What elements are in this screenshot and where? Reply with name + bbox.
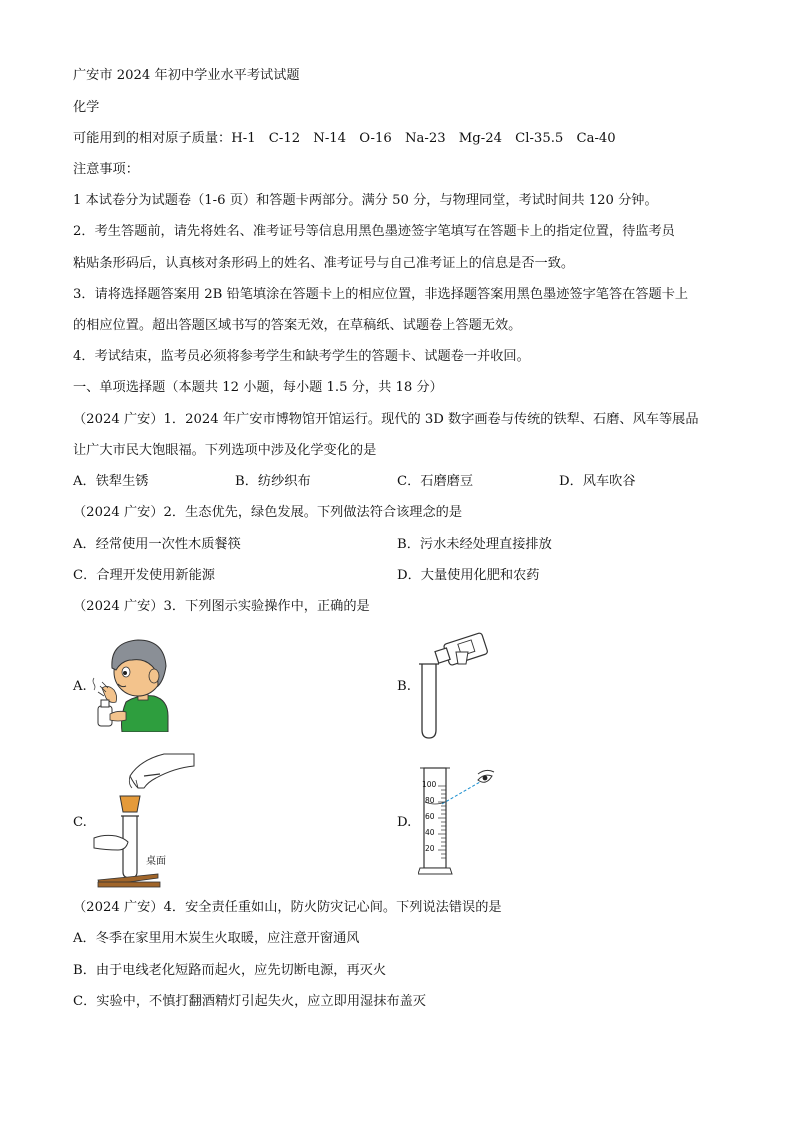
figure-reading-cylinder: [418, 764, 500, 876]
q4-option-b: B．由于电线老化短路而起火，应先切断电源，再灭火: [73, 963, 387, 978]
cylinder-tick-label: 40: [425, 828, 435, 837]
q1-stem-line-2: 让广大市民大饱眼福。下列选项中涉及化学变化的是: [73, 443, 377, 458]
figure-pouring-liquid: [416, 630, 492, 742]
note-1: 1 本试卷分为试题卷（1-6 页）和答题卡两部分。满分 50 分，与物理同堂，考试时间共 120 分钟。: [73, 193, 658, 208]
note-2-line-1: 2．考生答题前，请先将姓名、准考证号等信息用黑色墨迹签字笔填写在答题卡上的指定位置，待监考员: [73, 224, 675, 239]
q2-option-d: D．大量使用化肥和农药: [397, 568, 540, 583]
q4-option-c: C．实验中，不慎打翻酒精灯引起失火，应立即用湿抹布盖灭: [73, 994, 426, 1009]
q3-label-a: A.: [73, 679, 87, 694]
q1-option-c: C．石磨磨豆: [397, 474, 474, 489]
q1-stem-line-1: （2024 广安）1．2024 年广安市博物馆开馆运行。现代的 3D 数字画卷与传统的铁犁、石磨、风车等展品: [73, 412, 699, 427]
q3-label-b: B.: [397, 679, 411, 694]
q1-option-d: D．风车吹谷: [559, 474, 636, 489]
atomic-masses: 可能用到的相对原子质量：H-1 C-12 N-14 O-16 Na-23 Mg-24 Cl-35.5 Ca-40: [73, 131, 616, 146]
figure-smelling-boy: [92, 636, 172, 732]
section-heading: 一、单项选择题（本题共 12 小题，每小题 1.5 分，共 18 分）: [73, 380, 443, 395]
cylinder-tick-label: 80: [425, 796, 435, 805]
q4-stem: （2024 广安）4．安全责任重如山，防火防灾记心间。下列说法错误的是: [73, 900, 502, 915]
q2-option-a: A．经常使用一次性木质餐筷: [73, 537, 241, 552]
q4-option-a: A．冬季在家里用木炭生火取暖，应注意开窗通风: [73, 931, 360, 946]
q3-label-d: D.: [397, 815, 412, 830]
note-4: 4．考试结束，监考员必须将参考学生和缺考学生的答题卡、试题卷一并收回。: [73, 349, 530, 364]
notes-heading: 注意事项：: [73, 162, 139, 177]
q1-option-a: A．铁犁生锈: [73, 474, 149, 489]
cylinder-tick-label: 20: [425, 844, 435, 853]
q3-stem: （2024 广安）3．下列图示实验操作中，正确的是: [73, 599, 370, 614]
exam-title: 广安市 2024 年初中学业水平考试试题: [73, 68, 300, 83]
cylinder-tick-label: 60: [425, 812, 435, 821]
subject-label: 化学: [73, 100, 100, 115]
note-2-line-2: 粘贴条形码后，认真核对条形码上的姓名、准考证号与自己准考证上的信息是否一致。: [73, 256, 575, 271]
note-3-line-1: 3．请将选择题答案用 2B 铅笔填涂在答题卡上的相应位置，非选择题答案用黑色墨迹签字笔答在答题卡上: [73, 287, 689, 302]
q3-label-c: C.: [73, 815, 87, 830]
note-3-line-2: 的相应位置。超出答题区域书写的答案无效，在草稿纸、试题卷上答题无效。: [73, 318, 522, 333]
desk-label: 桌面: [146, 856, 166, 867]
figure-stoppering-tube: [90, 752, 200, 888]
q1-option-b: B．纺纱织布: [235, 474, 311, 489]
q2-option-c: C．合理开发使用新能源: [73, 568, 215, 583]
q2-stem: （2024 广安）2．生态优先，绿色发展。下列做法符合该理念的是: [73, 505, 463, 520]
cylinder-tick-label: 100: [422, 780, 437, 789]
q2-option-b: B．污水未经处理直接排放: [397, 537, 552, 552]
